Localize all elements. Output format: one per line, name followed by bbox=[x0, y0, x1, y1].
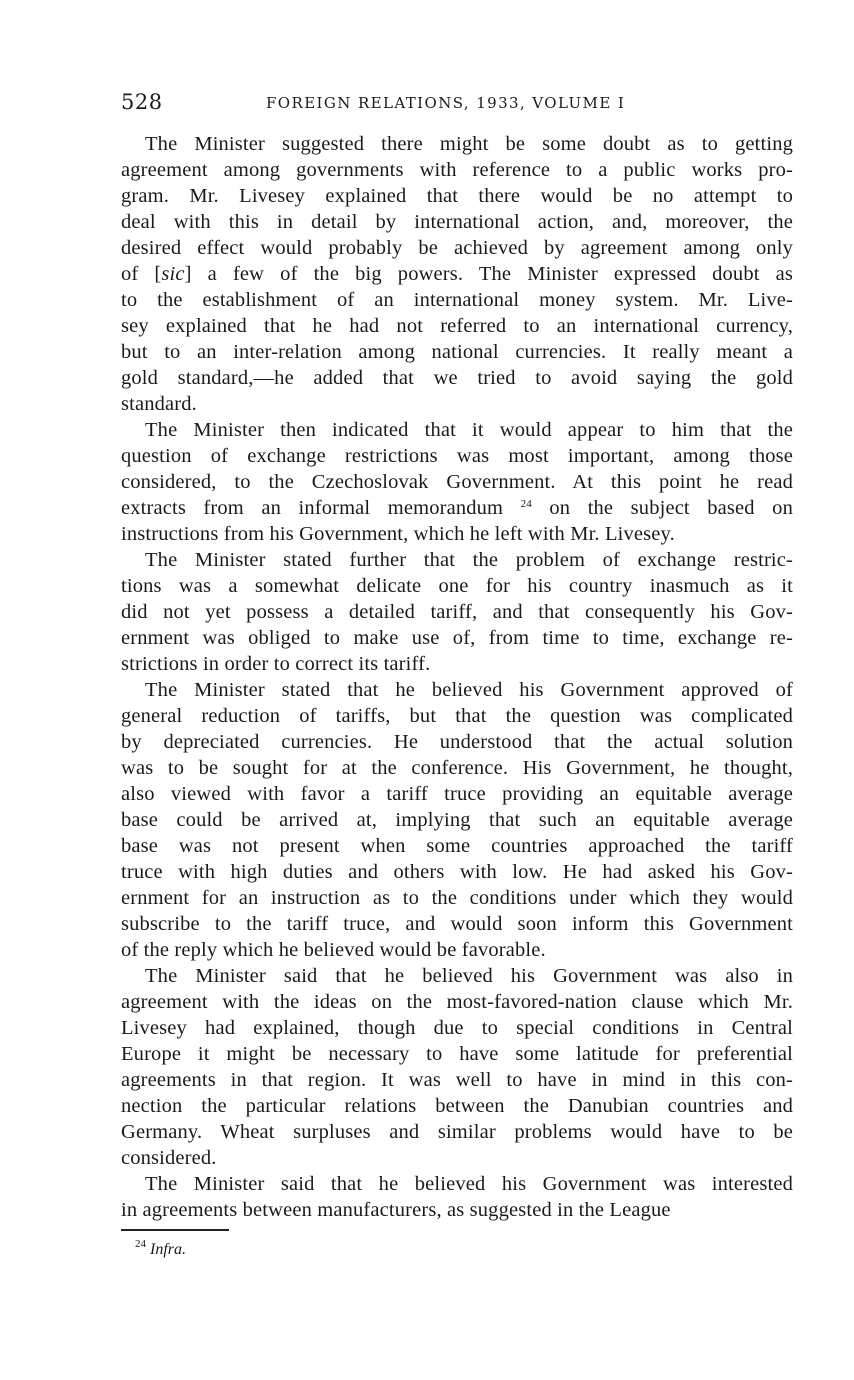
footnote-reference: 24 bbox=[520, 498, 532, 510]
text-line: The Minister then indicated that it would appear to him that the bbox=[145, 419, 793, 441]
text-line: but to an inter-relation among national currencies. It really meant a bbox=[121, 341, 793, 363]
text-line: tions was a somewhat delicate one for his country inasmuch as it bbox=[121, 575, 793, 597]
text-line: ernment for an instruction as to the conditions under which they would bbox=[121, 887, 793, 909]
paragraph bbox=[121, 547, 793, 677]
text-line: agreements in that region. It was well to have in mind in this con- bbox=[121, 1069, 793, 1091]
text-line: instructions from his Government, which he left with Mr. Livesey. bbox=[121, 523, 675, 545]
text-line: Livesey had explained, though due to special conditions in Central bbox=[121, 1017, 793, 1039]
footnote-text: Infra. bbox=[150, 1241, 186, 1258]
text-line: The Minister stated that he believed his Government approved of bbox=[145, 679, 793, 701]
paragraph bbox=[121, 963, 793, 1171]
footnote-marker: 24 bbox=[135, 1238, 146, 1250]
text-line: base was not present when some countries approached the tariff bbox=[121, 835, 793, 857]
paragraph bbox=[121, 1171, 793, 1223]
text-line: sey explained that he had not referred to an international currency, bbox=[121, 315, 793, 337]
text-line: agreement with the ideas on the most-favored-nation clause which Mr. bbox=[121, 991, 793, 1013]
paragraph bbox=[121, 677, 793, 963]
paragraph bbox=[121, 417, 793, 547]
text-line: The Minister said that he believed his Government was interested bbox=[145, 1173, 793, 1195]
text-line: did not yet possess a detailed tariff, and that consequently his Gov- bbox=[121, 601, 793, 623]
text-line: deal with this in detail by international action, and, moreover, the bbox=[121, 211, 793, 233]
text-line: desired effect would probably be achieved by agreement among only bbox=[121, 237, 793, 259]
text-line: to the establishment of an international money system. Mr. Live- bbox=[121, 289, 793, 311]
text-line: ernment was obliged to make use of, from time to time, exchange re- bbox=[121, 627, 793, 649]
text-line: question of exchange restrictions was most important, among those bbox=[121, 445, 793, 467]
text-line: general reduction of tariffs, but that the question was complicated bbox=[121, 705, 793, 727]
text-line: also viewed with favor a tariff truce providing an equitable average bbox=[121, 783, 793, 805]
footnote-rule bbox=[121, 1229, 229, 1231]
running-head: FOREIGN RELATIONS, 1933, VOLUME I bbox=[266, 94, 626, 112]
text-line: by depreciated currencies. He understood that the actual solution bbox=[121, 731, 793, 753]
paragraph bbox=[121, 131, 793, 417]
text-line: standard. bbox=[121, 393, 197, 415]
text-line: considered. bbox=[121, 1147, 217, 1169]
text-line: extracts from an informal memorandum $^{24}$ on the subject based on bbox=[121, 497, 793, 519]
text-line: of the reply which he believed would be favorable. bbox=[121, 939, 546, 961]
text-line: Europe it might be necessary to have some latitude for preferential bbox=[121, 1043, 793, 1065]
text-line: gold standard,—he added that we tried to avoid saying the gold bbox=[121, 367, 793, 389]
text-line: The Minister suggested there might be some doubt as to getting bbox=[145, 133, 793, 155]
text-line: gram. Mr. Livesey explained that there would be no attempt to bbox=[121, 185, 793, 207]
page-number: 528 bbox=[121, 90, 163, 114]
footnote bbox=[135, 1239, 186, 1261]
text-line: of [sic] a few of the big powers. The Minister expressed doubt as bbox=[121, 263, 793, 285]
text-line: considered, to the Czechoslovak Government. At this point he read bbox=[121, 471, 793, 493]
body-text bbox=[121, 131, 793, 1223]
text-line: subscribe to the tariff truce, and would soon inform this Government bbox=[121, 913, 793, 935]
text-line: Germany. Wheat surpluses and similar problems would have to be bbox=[121, 1121, 793, 1143]
text-line: strictions in order to correct its tariff. bbox=[121, 653, 431, 675]
text-line: truce with high duties and others with low. He had asked his Gov- bbox=[121, 861, 793, 883]
page-header bbox=[121, 88, 793, 116]
text-line: was to be sought for at the conference. His Government, he thought, bbox=[121, 757, 793, 779]
text-line: agreement among governments with reference to a public works pro- bbox=[121, 159, 793, 181]
text-line: The Minister said that he believed his Government was also in bbox=[145, 965, 793, 987]
text-line: The Minister stated further that the problem of exchange restric- bbox=[145, 549, 793, 571]
text-line: nection the particular relations between the Danubian countries and bbox=[121, 1095, 793, 1117]
text-line: in agreements between manufacturers, as suggested in the League bbox=[121, 1199, 671, 1221]
text-line: base could be arrived at, implying that such an equitable average bbox=[121, 809, 793, 831]
